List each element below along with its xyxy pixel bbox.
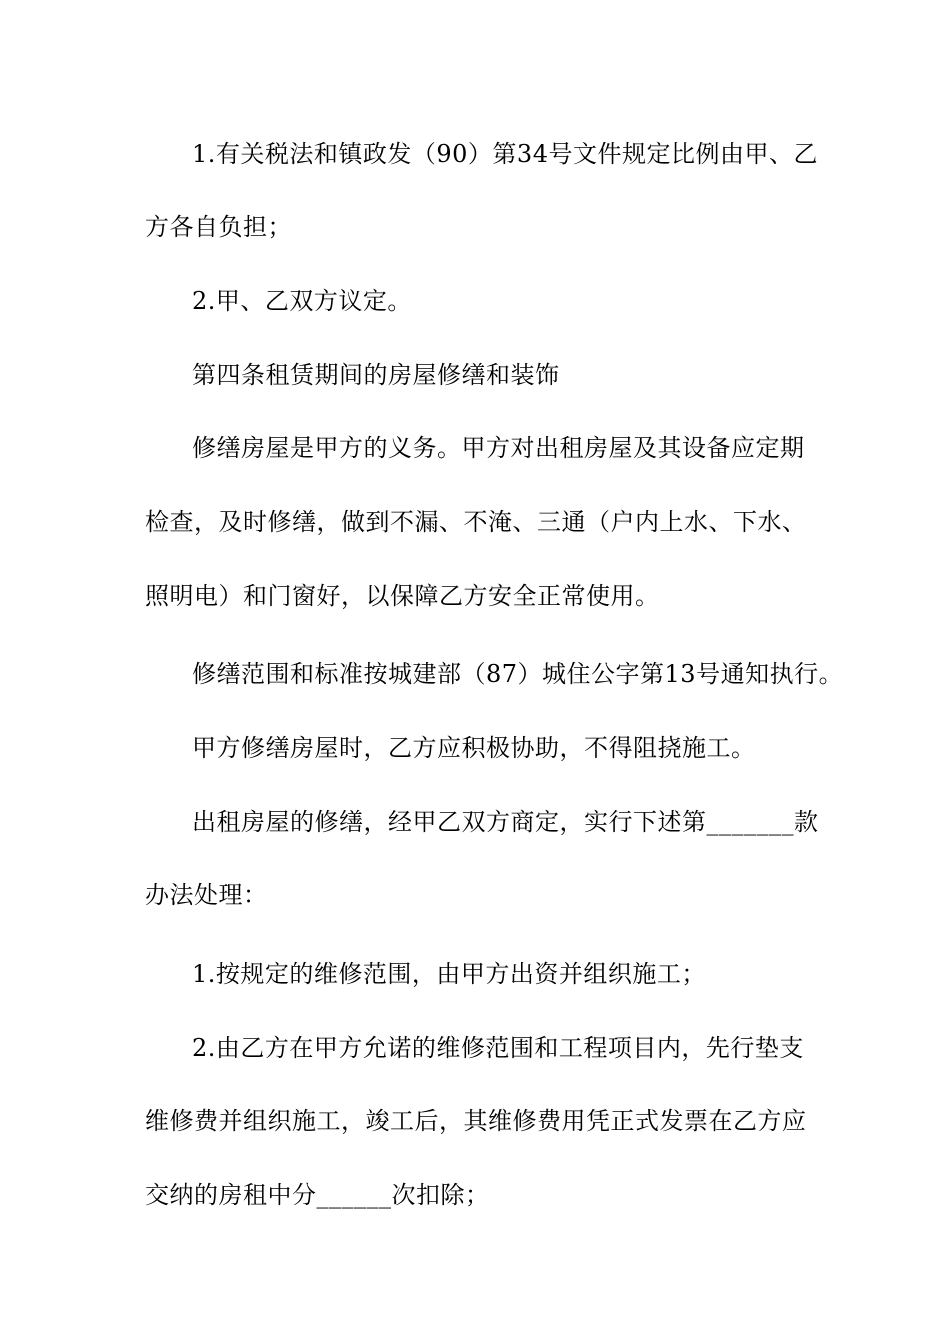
paragraph-line: 照明电）和门窗好，以保障乙方安全正常使用。	[145, 582, 660, 610]
paragraph-line: 2.由乙方在甲方允诺的维修范围和工程项目内，先行垫支	[192, 1034, 804, 1062]
section-heading: 第四条租赁期间的房屋修缮和装饰	[192, 361, 560, 389]
paragraph-line: 1.按规定的维修范围，由甲方出资并组织施工；	[192, 960, 706, 988]
paragraph-line: 交纳的房租中分______次扣除；	[145, 1181, 490, 1209]
paragraph-line: 检查，及时修缮，做到不漏、不淹、三通（户内上水、下水、	[145, 508, 807, 536]
paragraph-line: 方各自负担；	[145, 213, 292, 241]
paragraph-line: 修缮范围和标准按城建部（87）城住公字第13号通知执行。	[192, 660, 844, 688]
paragraph-line: 出租房屋的修缮，经甲乙双方商定，实行下述第_______款	[192, 808, 819, 836]
paragraph-line: 甲方修缮房屋时，乙方应积极协助，不得阻挠施工。	[192, 734, 756, 762]
paragraph-line: 1.有关税法和镇政发（90）第34号文件规定比例由甲、乙	[192, 140, 818, 168]
paragraph-line: 2.甲、乙双方议定。	[192, 287, 412, 315]
paragraph-line: 办法处理：	[145, 881, 268, 909]
paragraph-line: 维修费并组织施工，竣工后，其维修费用凭正式发票在乙方应	[145, 1107, 807, 1135]
paragraph-line: 修缮房屋是甲方的义务。甲方对出租房屋及其设备应定期	[192, 434, 805, 462]
